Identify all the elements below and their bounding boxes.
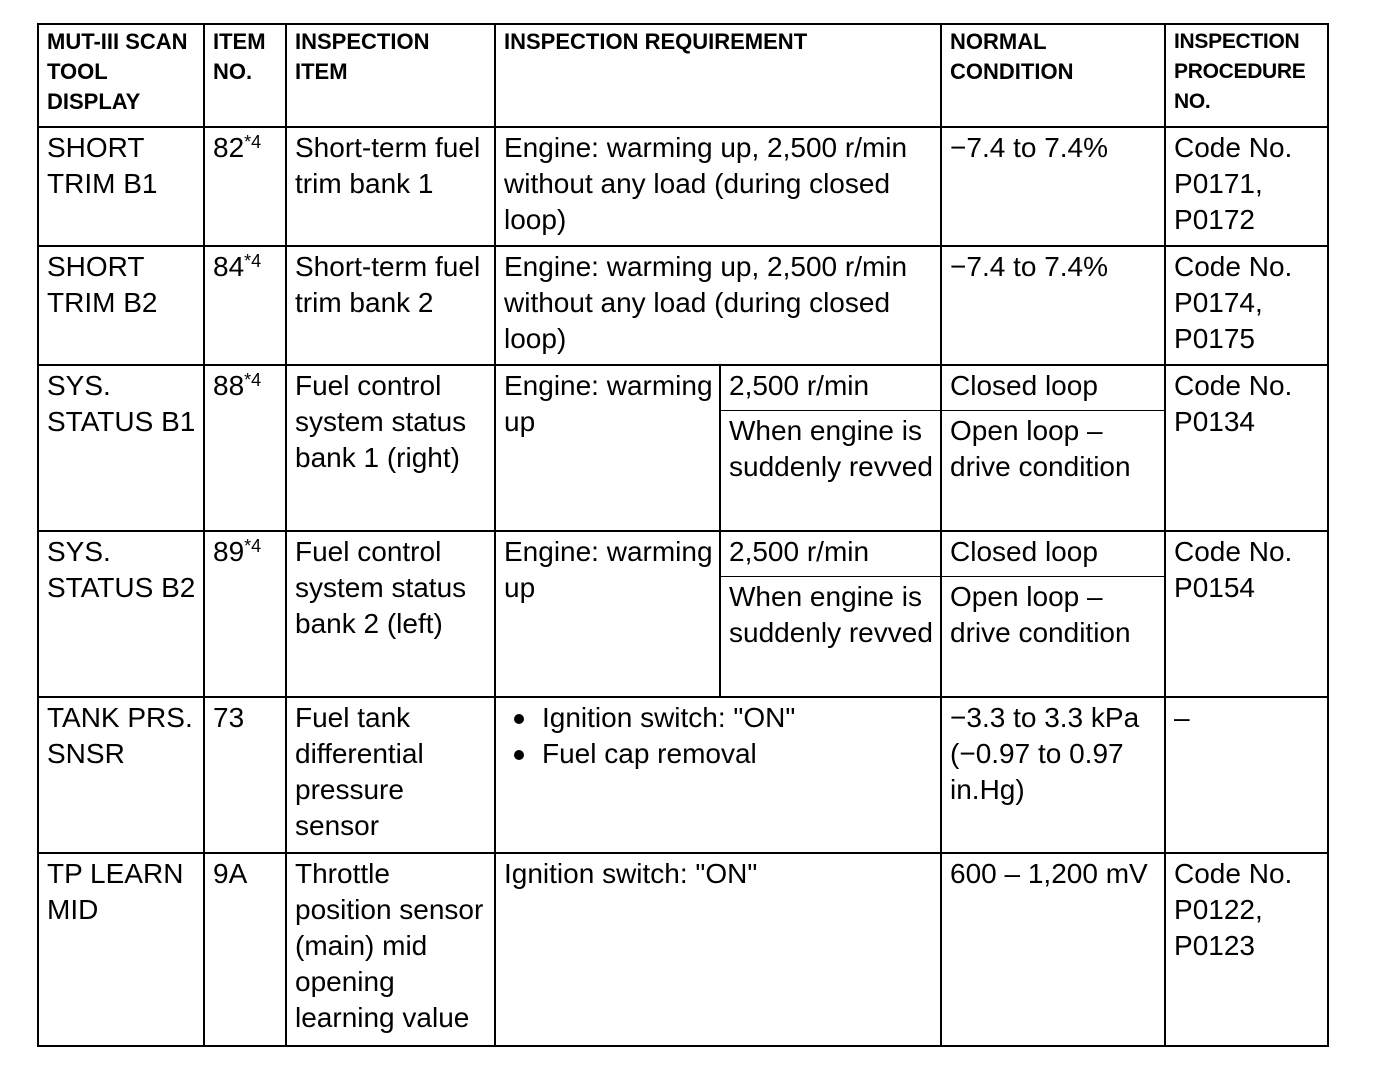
cell-sub-condition: When engine is suddenly revved bbox=[720, 411, 941, 532]
cell-item-no: 9A bbox=[204, 853, 286, 1046]
cell-sub-normal: Open loop – drive condition bbox=[941, 411, 1165, 532]
cell-inspection-item: Fuel control system status bank 1 (right) bbox=[286, 365, 495, 531]
item-no-footnote: *4 bbox=[244, 370, 262, 390]
cell-requirement: Engine: warming up, 2,500 r/min without any load (during closed loop) bbox=[495, 246, 941, 365]
item-no-footnote: *4 bbox=[244, 536, 262, 556]
cell-item-no bbox=[204, 531, 286, 697]
header-inspection-procedure-no: INSPECTION PROCEDURE NO. bbox=[1165, 24, 1328, 127]
cell-inspection-item: Short-term fuel trim bank 1 bbox=[286, 127, 495, 246]
cell-procedure-no: Code No. P0134 bbox=[1165, 365, 1328, 531]
table-row bbox=[38, 127, 1328, 246]
cell-normal-condition: 600 – 1,200 mV bbox=[941, 853, 1165, 1046]
requirement-bullet-list bbox=[504, 700, 934, 772]
cell-display: TP LEARN MID bbox=[38, 853, 204, 1046]
cell-normal-condition: −3.3 to 3.3 kPa (−0.97 to 0.97 in.Hg) bbox=[941, 697, 1165, 853]
cell-sub-normal: Closed loop bbox=[941, 531, 1165, 577]
cell-procedure-no: – bbox=[1165, 697, 1328, 853]
cell-requirement: Engine: warming up bbox=[495, 531, 720, 697]
header-item-no: ITEM NO. bbox=[204, 24, 286, 127]
cell-requirement: Ignition switch: "ON" bbox=[495, 853, 941, 1046]
table-row bbox=[38, 853, 1328, 1046]
header-scan-tool-display: MUT-III SCAN TOOL DISPLAY bbox=[38, 24, 204, 127]
table-row bbox=[38, 365, 1328, 411]
cell-sub-condition: 2,500 r/min bbox=[720, 365, 941, 411]
cell-normal-condition: −7.4 to 7.4% bbox=[941, 127, 1165, 246]
item-no-footnote: *4 bbox=[244, 251, 262, 271]
item-no-value: 84 bbox=[213, 251, 245, 282]
header-inspection-item: INSPECTION ITEM bbox=[286, 24, 495, 127]
cell-item-no: 73 bbox=[204, 697, 286, 853]
cell-display: TANK PRS. SNSR bbox=[38, 697, 204, 853]
item-no-value: 82 bbox=[213, 132, 245, 163]
cell-procedure-no: Code No. P0122, P0123 bbox=[1165, 853, 1328, 1046]
table-row bbox=[38, 246, 1328, 365]
cell-normal-condition: −7.4 to 7.4% bbox=[941, 246, 1165, 365]
cell-display: SYS. STATUS B2 bbox=[38, 531, 204, 697]
cell-item-no bbox=[204, 246, 286, 365]
cell-requirement: Engine: warming up, 2,500 r/min without any load (during closed loop) bbox=[495, 127, 941, 246]
cell-sub-normal: Closed loop bbox=[941, 365, 1165, 411]
cell-item-no bbox=[204, 127, 286, 246]
cell-inspection-item: Fuel control system status bank 2 (left) bbox=[286, 531, 495, 697]
cell-display: SYS. STATUS B1 bbox=[38, 365, 204, 531]
list-item: Ignition switch: "ON" bbox=[542, 700, 934, 736]
table-row bbox=[38, 697, 1328, 853]
cell-procedure-no: Code No. P0154 bbox=[1165, 531, 1328, 697]
cell-inspection-item: Short-term fuel trim bank 2 bbox=[286, 246, 495, 365]
cell-display: SHORT TRIM B2 bbox=[38, 246, 204, 365]
header-inspection-requirement: INSPECTION REQUIREMENT bbox=[495, 24, 941, 127]
header-row bbox=[38, 24, 1328, 127]
cell-requirement: Engine: warming up bbox=[495, 365, 720, 531]
cell-sub-condition: When engine is suddenly revved bbox=[720, 577, 941, 698]
list-item: Fuel cap removal bbox=[542, 736, 934, 772]
cell-item-no bbox=[204, 365, 286, 531]
cell-inspection-item: Fuel tank differential pressure sensor bbox=[286, 697, 495, 853]
item-no-value: 88 bbox=[213, 370, 245, 401]
cell-sub-condition: 2,500 r/min bbox=[720, 531, 941, 577]
item-no-value: 89 bbox=[213, 536, 245, 567]
inspection-table bbox=[37, 23, 1329, 1047]
cell-inspection-item: Throttle position sensor (main) mid opening learning value bbox=[286, 853, 495, 1046]
cell-procedure-no: Code No. P0171, P0172 bbox=[1165, 127, 1328, 246]
cell-sub-normal: Open loop – drive condition bbox=[941, 577, 1165, 698]
cell-procedure-no: Code No. P0174, P0175 bbox=[1165, 246, 1328, 365]
header-normal-condition: NORMAL CONDITION bbox=[941, 24, 1165, 127]
cell-requirement bbox=[495, 697, 941, 853]
table-row bbox=[38, 531, 1328, 577]
item-no-footnote: *4 bbox=[244, 132, 262, 152]
cell-display: SHORT TRIM B1 bbox=[38, 127, 204, 246]
